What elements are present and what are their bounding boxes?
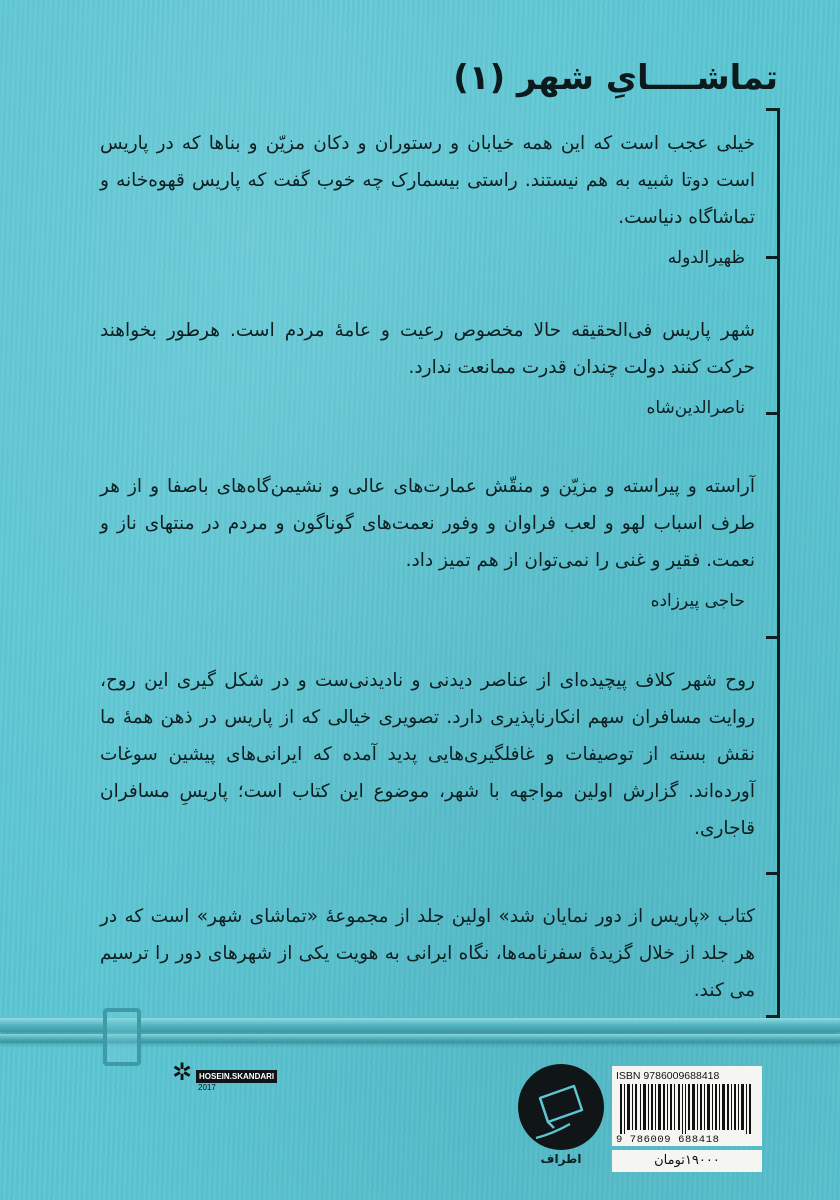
barcode-digits: 9 786009 688418 [616,1134,720,1146]
bracket-divider [766,636,780,639]
quote-author: ظهیرالدوله [667,248,745,268]
designer-year: 2017 [198,1083,216,1092]
series-note-paragraph [100,898,755,1009]
series-title: تماشــــایِ شهر (۱) [453,58,778,98]
quote-text: آراسته و پیراسته و مزیّن و منقّش عمارت‌های عالی و نشیمن‌گاه‌های باصفا و از هر طرف اسباب لهو و لعب فراوان و وفور نعمت‌های گوناگون و مردم در منتهای ناز و نعمت. فقیر و غنی را نمی‌توان از هم تمیز داد. [100,476,755,571]
quote-text: خیلی عجب است که این همه خیابان و رستوران و دکان مزیّن و بناها که در پاریس است دوتا شبیه به هم نیستند. راستی بیسمارک چه خوب گفت که پاریس قهوه‌خانه و تماشاگاه دنیاست. [100,133,755,228]
bracket-divider [766,872,780,875]
intro-text: روح شهر کلاف پیچیده‌ای از عناصر دیدنی و نادیدنی‌ست و در شکل گیری این روح، روایت مسافران سهم انکارناپذیری دارد. تصویری خیالی که از پاریس در ذهن همۀ ما نقش بسته از توصیفات و غافلگیری‌هایی پدید آمده که ایرانی‌های پیشین سوغات آورده‌اند. گزارش اولین مواجهه با شهر، موضوع این کتاب است؛ پاریسِ مسافران قاجاری. [100,670,755,839]
intro-paragraph [100,662,755,847]
bracket-divider [766,412,780,415]
publisher-logo-icon [518,1064,604,1150]
quote-author: ناصرالدین‌شاه [646,398,745,418]
series-note-text: کتاب «پاریس از دور نمایان شد» اولین جلد از مجموعۀ «تماشای شهر» است که در هر جلد از خلال گزیدۀ سفرنامه‌ها، نگاه ایرانی به هویت یکی از شهرهای دور را ترسیم می کند. [100,906,755,1001]
designer-mark-icon: ✲ [172,1058,193,1086]
isbn-label: ISBN 9786009688418 [616,1070,720,1082]
quote-block [100,125,755,277]
publisher-name: اطراف [540,1152,582,1166]
designer-name: HOSEIN.SKANDARI [196,1070,277,1083]
quote-author: حاجی پیرزاده [650,591,745,611]
bracket-divider [766,256,780,259]
quote-block [100,312,755,427]
pipe-clip [103,1008,141,1066]
quote-text: شهر پاریس فی‌الحقیقه حالا مخصوص رعیت و عامۀ مردم است. هرطور بخواهند حرکت کنند دولت چندان قدرت ممانعت ندارد. [100,320,755,378]
publisher-logo-glyph-icon [518,1064,604,1150]
quote-block [100,468,755,620]
quote-bracket [766,108,780,1018]
price-label: ۱۹۰۰۰تومان [612,1150,762,1172]
